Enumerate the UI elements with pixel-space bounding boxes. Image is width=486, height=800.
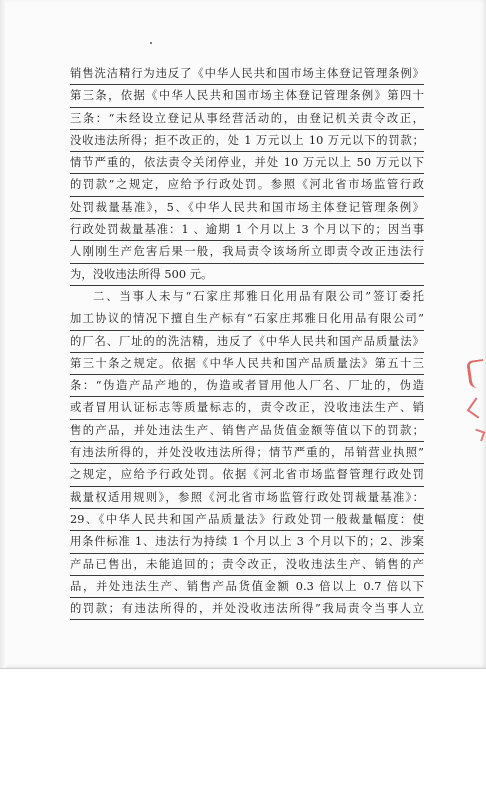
document-line: 或者冒用认证标志等质量标志的，责令改正，没收违法生产、销 bbox=[70, 397, 424, 419]
document-line: 第三十条之规定。依据《中华人民共和国产品质量法》第五十三 bbox=[70, 353, 424, 375]
seal-fragment bbox=[466, 359, 486, 389]
document-body bbox=[70, 63, 424, 620]
document-line: 的罚款”之规定，应给予行政处罚。参照《河北省市场监管行政 bbox=[70, 174, 424, 196]
official-seal-edge bbox=[466, 356, 486, 456]
document-line: 用条件标准 1、违法行为持续 1 个月以上 3 个月以下的；2、涉案 bbox=[70, 531, 424, 553]
document-line: 销售洗洁精行为违反了《中华人民共和国市场主体登记管理条例》 bbox=[70, 63, 424, 85]
scan-speck bbox=[150, 42, 152, 44]
seal-fragment bbox=[473, 429, 486, 442]
document-line: 的厂名、厂址的的洗洁精，违反了《中华人民共和国产品质量法》 bbox=[70, 331, 424, 353]
document-line: 行政处罚裁量基准：1 、逾期 1 个月以上 3 个月以下的；因当事 bbox=[70, 219, 424, 241]
document-line: 条：“伪造产品产地的，伪造或者冒用他人厂名、厂址的，伪造 bbox=[70, 375, 424, 397]
document-line: 加工协议的情况下擅自生产标有“石家庄邦雅日化用品有限公司” bbox=[70, 308, 424, 330]
document-line: 为，没收违法所得 500 元。 bbox=[70, 264, 424, 286]
document-line: 有违法所得的，并处没收违法所得；情节严重的，吊销营业执照” bbox=[70, 442, 424, 464]
document-line: 情节严重的，依法责令关闭停业，并处 10 万元以上 50 万元以下 bbox=[70, 152, 424, 174]
document-line: 三条：“未经设立登记从事经营活动的，由登记机关责令改正， bbox=[70, 108, 424, 130]
document-line: 人刚刚生产危害后果一般，我局责令该场所立即责令改正违法行 bbox=[70, 241, 424, 263]
document-line: 产品已售出，未能追回的；责令改正，没收违法生产、销售的产 bbox=[70, 554, 424, 576]
document-line: 售的产品，并处违法生产、销售产品货值金额等值以下的罚款； bbox=[70, 420, 424, 442]
document-line: 的罚款；有违法所得的，并处没收违法所得”我局责令当事人立 bbox=[70, 598, 424, 620]
page-edge-shadow bbox=[0, 0, 6, 668]
document-line: 第三条，依据《中华人民共和国市场主体登记管理条例》第四十 bbox=[70, 85, 424, 107]
document-line: 29、《中华人民共和国产品质量法》行政处罚一般裁量幅度：使 bbox=[70, 509, 424, 531]
paragraph-two-first-line: 二、当事人未与“石家庄邦雅日化用品有限公司”签订委托 bbox=[93, 289, 424, 303]
seal-fragment bbox=[467, 397, 486, 418]
document-line: 品，并处违法生产、销售产品货值金额 0.3 倍以上 0.7 倍以下 bbox=[70, 576, 424, 598]
document-line: 裁量权适用规则》，参照《河北省市场监管行政处罚裁量基准》： bbox=[70, 487, 424, 509]
document-line: 之规定，应给予行政处罚。依据《河北省市场监督管理行政处罚 bbox=[70, 464, 424, 486]
document-line: 处罚裁量基准》，5、《中华人民共和国市场主体登记管理条例》 bbox=[70, 197, 424, 219]
document-line: 没收违法所得；拒不改正的，处 1 万元以上 10 万元以下的罚款； bbox=[70, 130, 424, 152]
